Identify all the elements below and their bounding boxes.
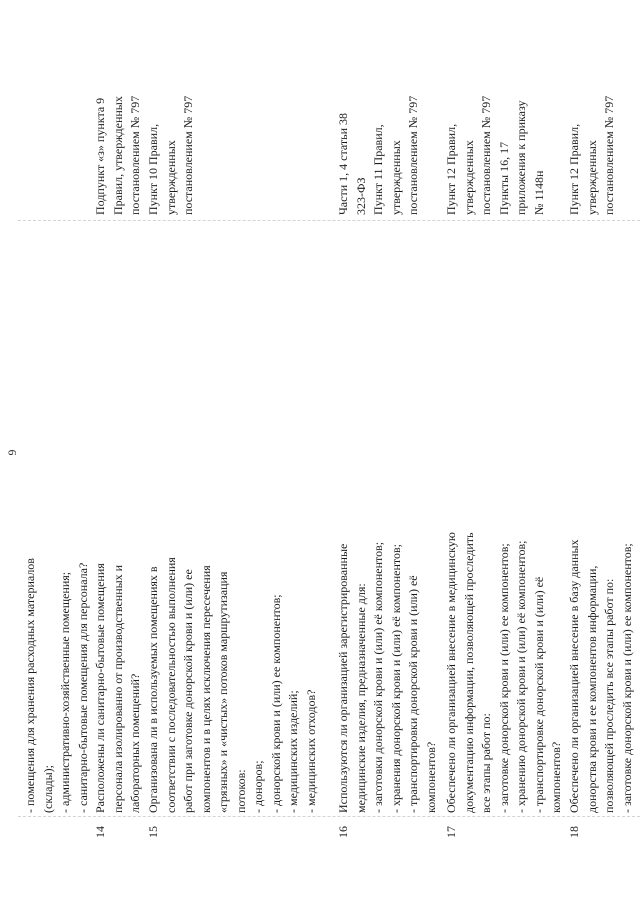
question-line: - заготовки донорской крови и (или) её компонентов;	[371, 541, 385, 813]
question-line: - медицинских отходов?	[303, 689, 318, 813]
reference-line: Пункты 16, 17	[496, 141, 511, 215]
legal-reference	[335, 70, 423, 215]
question-text	[443, 495, 566, 813]
legal-reference	[92, 70, 145, 215]
question-line: - медицинских изделий;	[286, 690, 300, 813]
reference-line: постановлением № 797	[406, 95, 420, 215]
reference-line: Подпункт «з» пункта 9	[93, 97, 107, 215]
reference-line: Пункт 11 Правил,	[371, 124, 385, 215]
reference-line: Части 1, 4 статьи 38	[336, 113, 350, 215]
question-line: - доноров;	[251, 760, 265, 813]
question-line: - заготовке донорской крови и (или) ее компонентов;	[496, 543, 511, 813]
reference-line: постановлением № 797	[602, 95, 616, 215]
row-number: 14	[93, 826, 107, 838]
reference-line: № 1148н	[531, 170, 546, 215]
legal-reference	[145, 70, 198, 215]
question-text	[92, 495, 145, 813]
row-number: 17	[444, 826, 458, 838]
question-line: соответствии с последовательностью выполнения	[163, 557, 178, 813]
row-number: 18	[567, 826, 581, 838]
row-number: 15	[146, 826, 160, 838]
reference-line: Пункт 12 Правил,	[444, 123, 458, 215]
reference-line: утвержденных	[388, 140, 403, 215]
question-text	[145, 495, 320, 813]
question-line: медицинские изделия, предназначенные для:	[353, 583, 368, 813]
question-line: компонентов и в целях исключения пересечения	[198, 565, 213, 813]
question-line: персонала изолированно от производственных и	[110, 564, 125, 813]
reference-line: Правил, утвержденных	[110, 96, 125, 215]
question-line: «грязных» и «чистых» потоков маршрутизация	[216, 571, 230, 813]
question-line: - донорской крови и (или) ее компонентов;	[268, 594, 283, 813]
question-line: компонентов?	[423, 741, 438, 813]
question-line: позволяющей проследить все этапы работ по:	[602, 578, 616, 813]
reference-line: Пункт 10 Правил,	[146, 123, 160, 215]
question-line: (склады);	[40, 765, 55, 813]
question-line: - заготовке донорской крови и (или) ее компонентов;	[619, 543, 634, 813]
reference-line: постановлением № 797	[181, 95, 195, 215]
question-line: Расположены ли санитарно-бытовые помещения	[93, 563, 107, 813]
question-line: лабораторных помещений?	[128, 673, 142, 813]
page-number: 9	[7, 449, 19, 456]
question-line: все этапы работ по:	[479, 713, 493, 813]
reference-line: утвержденных	[584, 140, 599, 215]
row-number: 16	[336, 826, 350, 838]
question-text	[22, 495, 92, 813]
column-divider	[18, 816, 640, 817]
legal-reference	[566, 70, 619, 215]
question-line: - транспортировке донорской крови и (или) её	[531, 576, 546, 813]
reference-line: приложения к приказу	[514, 100, 528, 215]
question-line: Организована ли в используемых помещениях в	[146, 566, 160, 813]
reference-line: утвержденных	[461, 140, 476, 215]
question-line: документацию информации, позволяющей проследить	[461, 532, 476, 813]
question-line: Используются ли организацией зарегистрированные	[336, 543, 350, 813]
reference-line: утвержденных	[163, 140, 178, 215]
question-line: работ при заготовке донорской крови и (или) ее	[181, 569, 195, 813]
reference-line: Пункт 12 Правил,	[567, 123, 581, 215]
question-line: потоков:	[233, 769, 248, 813]
question-line: компонентов?	[549, 741, 563, 813]
question-line: - административно-хозяйственные помещения;	[58, 571, 72, 813]
question-text	[335, 495, 440, 813]
question-text	[566, 495, 636, 813]
legal-reference	[443, 70, 548, 215]
question-line: Обеспечено ли организацией внесение в базу данных	[567, 539, 581, 813]
question-line: - транспортировки донорской крови и (или) её	[406, 575, 420, 813]
column-divider	[18, 220, 640, 221]
question-line: - хранению донорской крови и (или) её компонентов;	[514, 540, 528, 813]
question-line: - помещения для хранения расходных материалов	[23, 558, 37, 813]
reference-line: постановлением № 797	[128, 95, 142, 215]
question-line: - хранения донорской крови и (или) её компонентов;	[388, 543, 403, 813]
reference-line: постановлением № 797	[479, 95, 493, 215]
reference-line: 323-ФЗ	[353, 177, 368, 215]
question-line: - санитарно-бытовые помещения для персонала?	[75, 562, 90, 813]
question-line: Обеспечено ли организацией внесение в медицинскую	[444, 532, 458, 813]
question-line: донорства крови и ее компонентов информации,	[584, 565, 599, 813]
